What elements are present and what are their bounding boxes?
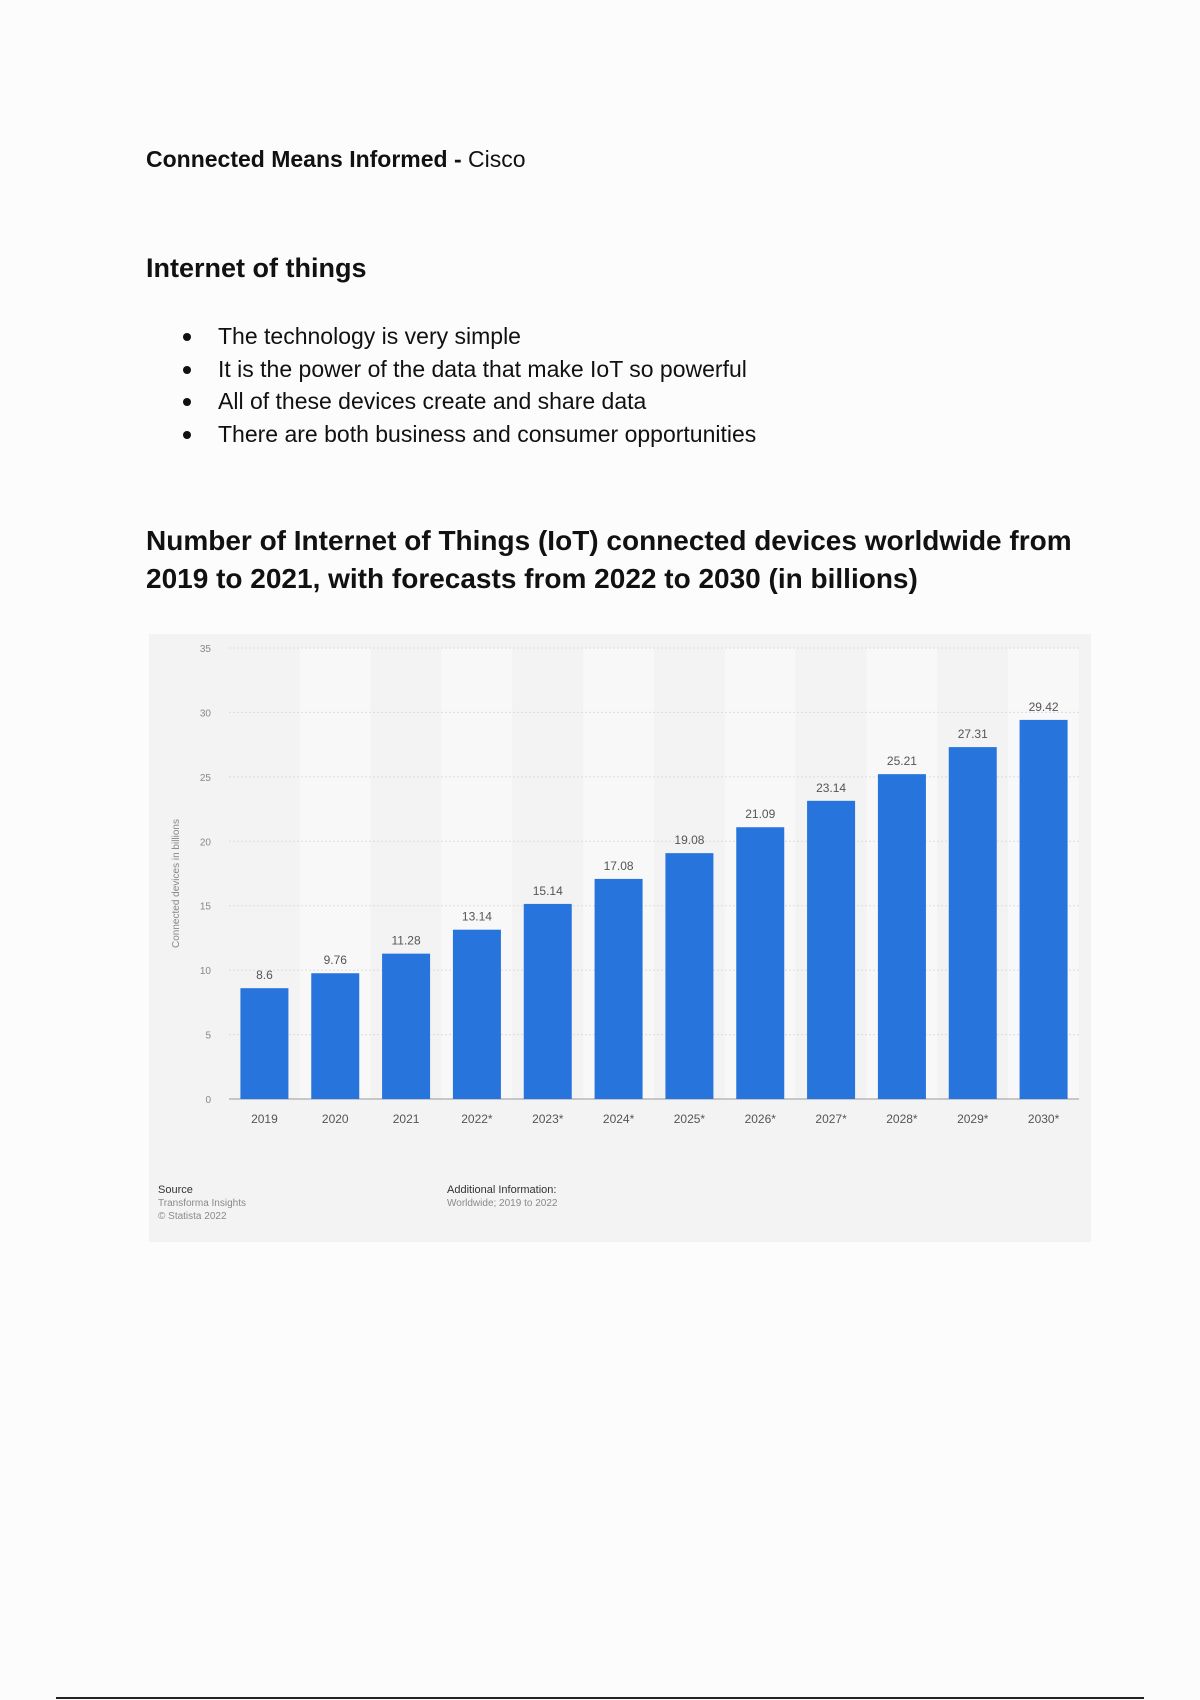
bar <box>453 930 501 1099</box>
data-label: 21.09 <box>745 807 776 822</box>
data-label: 15.14 <box>532 883 563 898</box>
bar <box>807 801 855 1099</box>
y-tick-label: 25 <box>199 772 211 784</box>
bullet-item: All of these devices create and share data <box>180 385 756 418</box>
source-label: Source <box>158 1184 193 1196</box>
x-tick-label: 2021 <box>392 1112 420 1126</box>
data-label: 25.21 <box>886 754 917 769</box>
data-label: 8.6 <box>256 968 273 983</box>
y-tick-label: 20 <box>199 837 211 849</box>
y-tick-label: 30 <box>199 708 211 720</box>
data-label: 19.08 <box>674 833 705 848</box>
header-title: Connected Means Informed - <box>146 146 462 172</box>
x-tick-label: 2030* <box>1027 1112 1060 1126</box>
bar <box>736 827 784 1099</box>
data-label: 11.28 <box>391 933 421 948</box>
y-axis-label: Connected devices in billions <box>171 819 182 948</box>
x-tick-label: 2028* <box>886 1112 918 1126</box>
header-company: Cisco <box>468 146 526 172</box>
document-header <box>146 146 526 173</box>
data-label: 13.14 <box>461 909 492 924</box>
data-label: 29.42 <box>1028 699 1059 714</box>
chart-panel <box>149 634 1091 1242</box>
y-tick-label: 10 <box>199 966 211 978</box>
chart-additional-info <box>447 1184 557 1210</box>
bar <box>382 954 430 1099</box>
x-tick-label: 2023* <box>532 1112 564 1126</box>
data-label: 27.31 <box>957 727 988 742</box>
y-tick-label: 35 <box>199 644 211 655</box>
bar <box>1020 720 1068 1099</box>
y-tick-label: 15 <box>199 901 211 913</box>
section-heading: Internet of things <box>146 253 367 283</box>
info-label: Additional Information: <box>447 1184 557 1196</box>
x-tick-label: 2025* <box>673 1112 706 1126</box>
bottom-rule <box>56 1697 1144 1699</box>
bullet-item: The technology is very simple <box>180 320 756 353</box>
bar <box>878 774 926 1099</box>
x-tick-label: 2027* <box>815 1112 847 1126</box>
x-tick-label: 2026* <box>744 1112 776 1126</box>
bullet-item: There are both business and consumer opportunities <box>180 418 756 451</box>
chart-source <box>158 1184 246 1223</box>
chart-title: Number of Internet of Things (IoT) connected devices worldwide from 2019 to 2021, with forecasts from 2022 to 2030 (in billions) <box>146 525 1072 594</box>
bar <box>665 853 713 1099</box>
info-line: Worldwide; 2019 to 2022 <box>447 1198 558 1209</box>
x-tick-label: 2020 <box>321 1112 349 1126</box>
data-label: 17.08 <box>603 858 634 873</box>
x-tick-label: 2024* <box>602 1112 635 1126</box>
data-label: 23.14 <box>816 780 847 795</box>
data-label: 9.76 <box>323 953 347 968</box>
bar <box>595 879 643 1099</box>
x-tick-label: 2022* <box>461 1112 493 1126</box>
bar <box>524 904 572 1099</box>
bar <box>240 988 288 1099</box>
y-tick-label: 5 <box>205 1030 211 1042</box>
source-line: © Statista 2022 <box>158 1211 227 1222</box>
source-line: Transforma Insights <box>158 1198 246 1209</box>
x-tick-label: 2019 <box>251 1112 278 1126</box>
bar <box>311 973 359 1099</box>
bar <box>949 747 997 1099</box>
x-tick-label: 2029* <box>957 1112 989 1126</box>
bullet-list <box>180 320 756 450</box>
bullet-item: It is the power of the data that make IoT so powerful <box>180 353 756 386</box>
y-tick-label: 0 <box>205 1095 211 1106</box>
bar-chart <box>149 634 1091 1242</box>
